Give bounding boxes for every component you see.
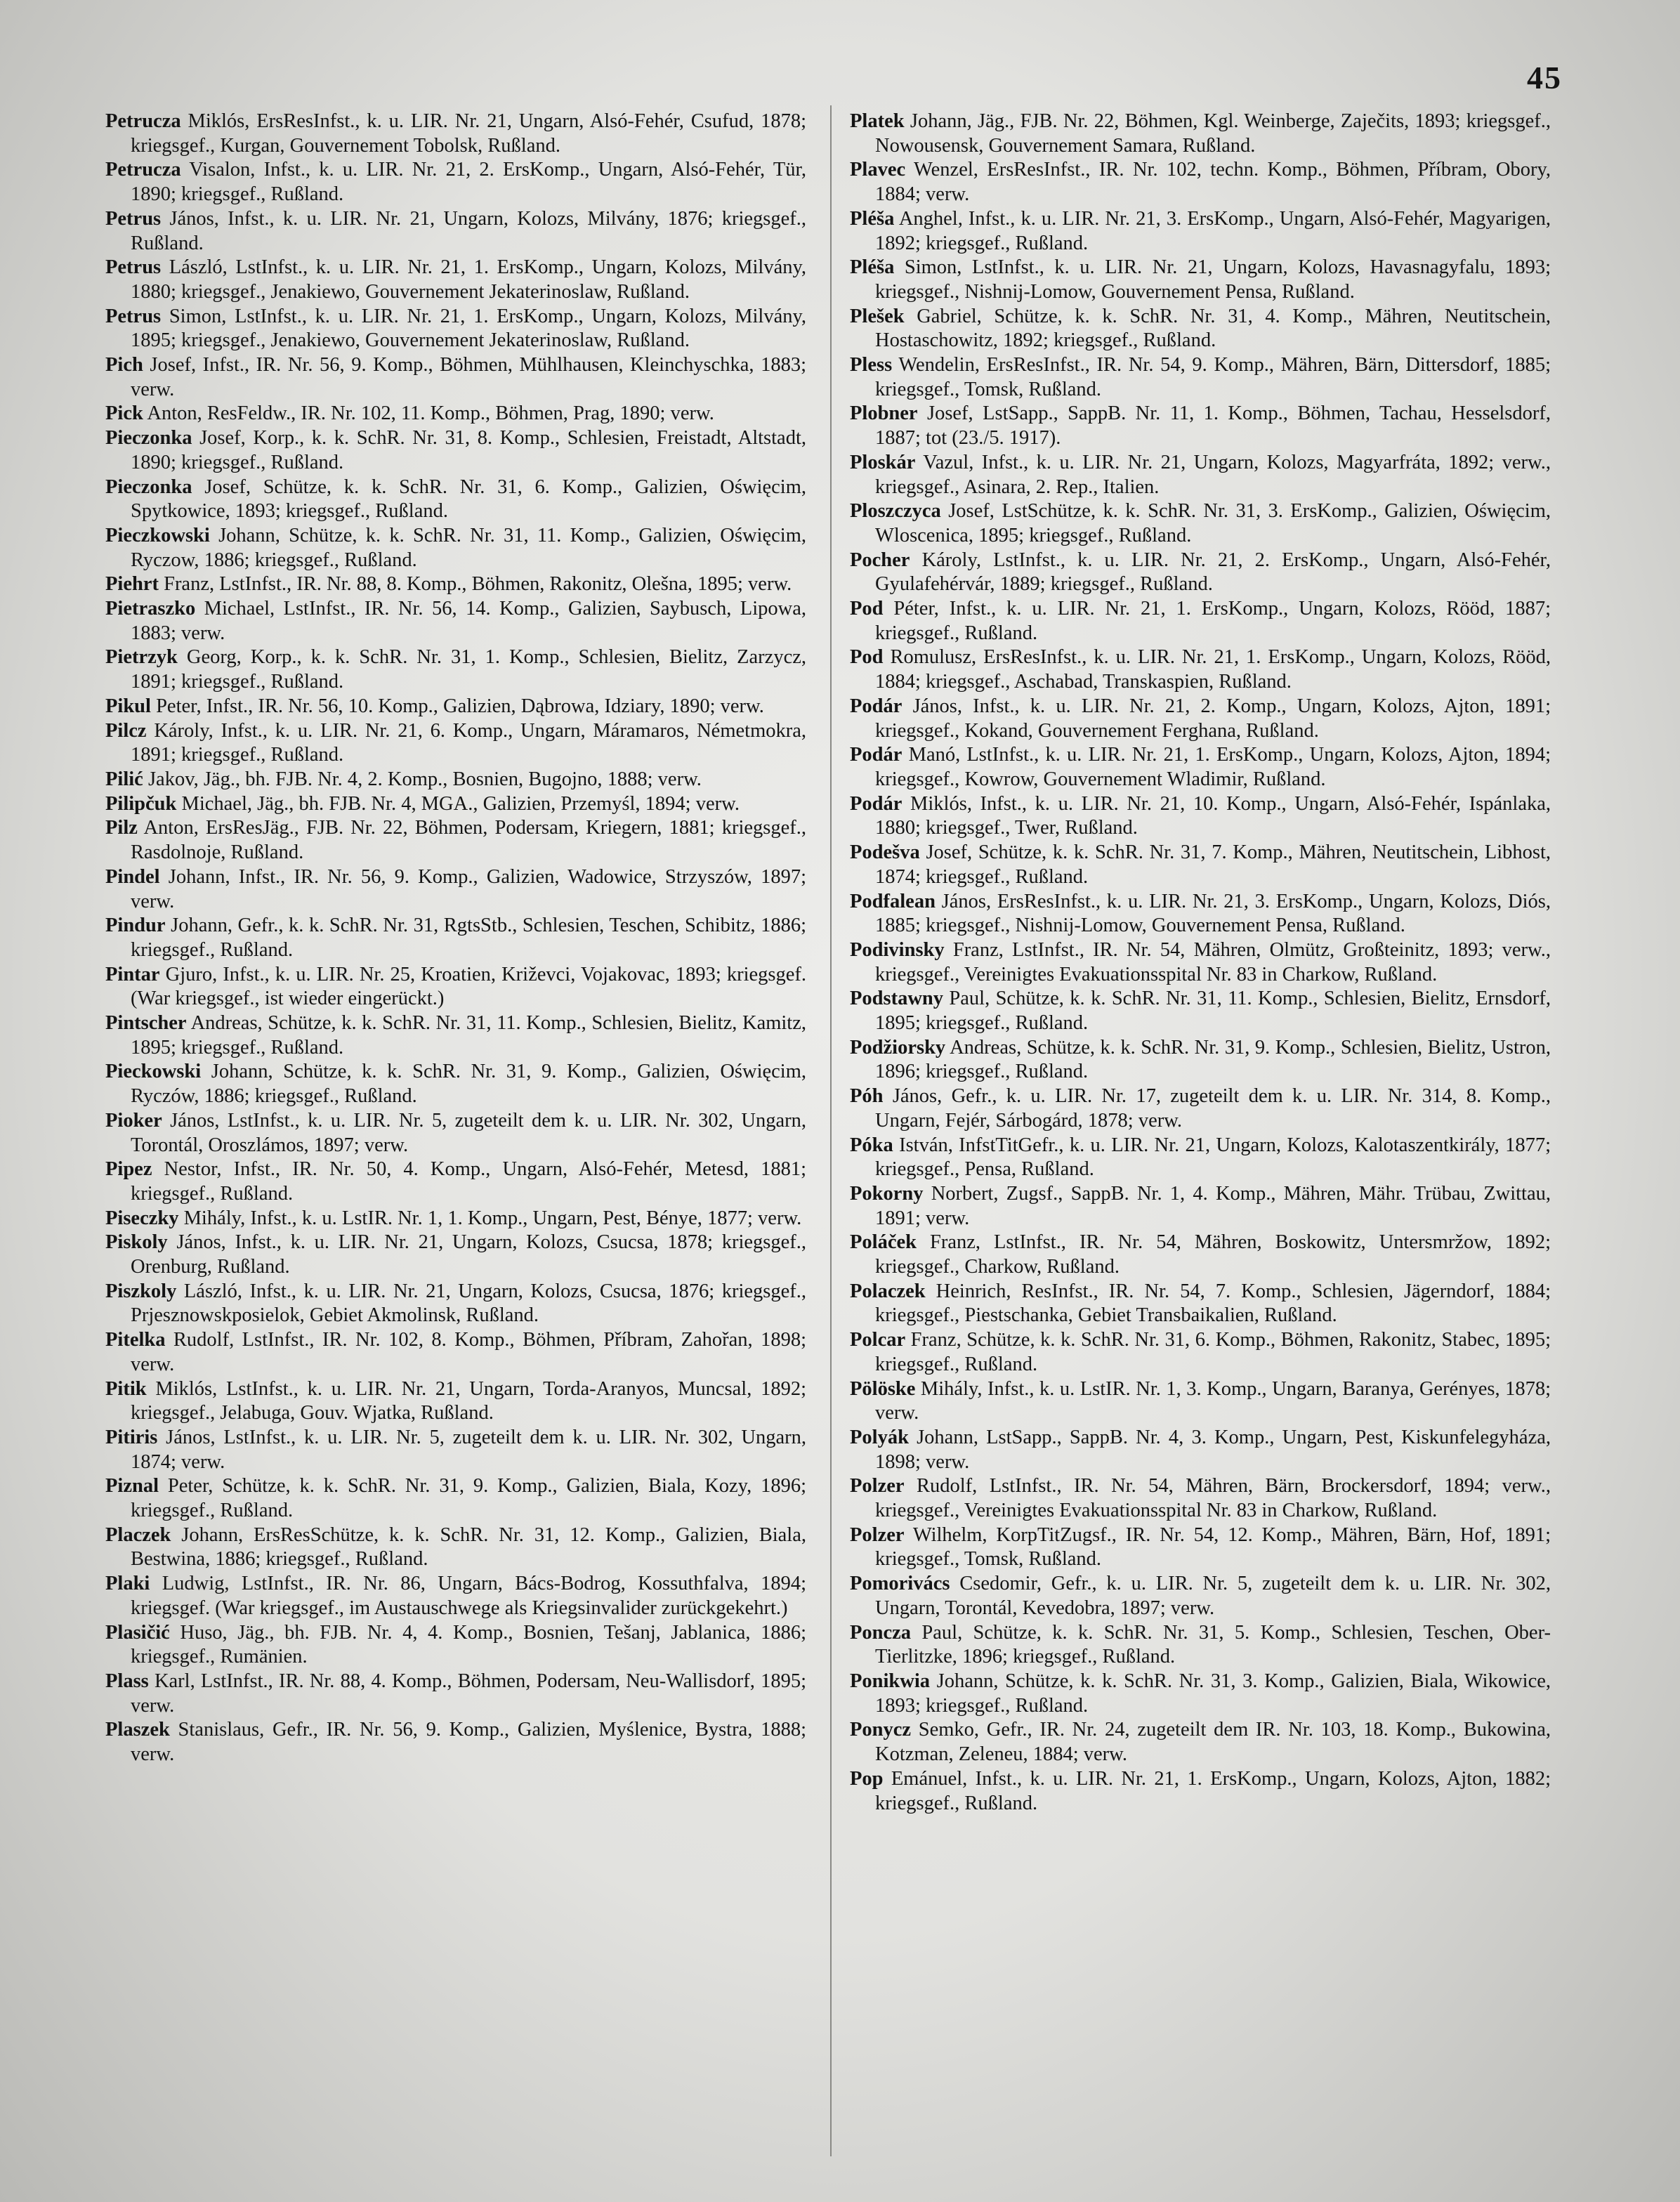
entry-details: Paul, Schütze, k. k. SchR. Nr. 31, 5. Komp., Schlesien, Teschen, Ober-Tierlitzke, 1896; kriegsgef., Rußland. [875, 1621, 1551, 1668]
entry-surname: Pieczkowski [105, 524, 210, 546]
entry-surname: Pod [850, 646, 884, 669]
entry-details: Miklós, LstInfst., k. u. LIR. Nr. 21, Ungarn, Torda-Aranyos, Muncsal, 1892; kriegsgef., Jelabuga, Gouv. Wjatka, Rußland. [131, 1377, 806, 1424]
entry-details: Anghel, Infst., k. u. LIR. Nr. 21, 3. ErsKomp., Ungarn, Alsó-Fehér, Magyarigen, 1892; kriegsgef., Rußland. [875, 207, 1551, 254]
list-entry [105, 719, 806, 768]
entry-details: László, LstInfst., k. u. LIR. Nr. 21, 1. ErsKomp., Ungarn, Kolozs, Milvány, 1880; kriegsgef., Jenakiewo, Gouvernement Jekaterinoslaw, Rußland. [131, 256, 806, 303]
entry-surname: Ponycz [850, 1719, 912, 1741]
entry-surname: Polzer [850, 1475, 905, 1498]
entry-surname: Petrus [105, 207, 162, 230]
list-entry [850, 1474, 1551, 1523]
list-entry [850, 1767, 1551, 1816]
list-entry [105, 963, 806, 1011]
entry-details: Péter, Infst., k. u. LIR. Nr. 21, 1. ErsKomp., Ungarn, Kolozs, Rööd, 1887; kriegsgef., Rußland. [875, 598, 1551, 644]
entry-surname: Piehrt [105, 573, 159, 596]
entry-surname: Pitik [105, 1377, 147, 1400]
list-entry [105, 158, 806, 207]
entry-details: Mihály, Infst., k. u. LstIR. Nr. 1, 1. Komp., Ungarn, Pest, Bénye, 1877; verw. [178, 1207, 802, 1229]
list-entry [850, 549, 1551, 597]
list-entry [850, 1523, 1551, 1572]
list-entry [105, 1377, 806, 1426]
list-entry [850, 987, 1551, 1035]
entry-details: László, Infst., k. u. LIR. Nr. 21, Ungarn, Kolozs, Csucsa, 1876; kriegsgef., Prjesznowskposielok, Gebiet Akmolinsk, Rußland. [131, 1280, 806, 1327]
entry-surname: Pless [850, 354, 893, 376]
list-entry [850, 499, 1551, 548]
entry-details: Rudolf, LstInfst., IR. Nr. 54, Mähren, Bärn, Brockersdorf, 1894; verw., kriegsgef., Vereinigtes Evakuationsspital Nr. 83 in Charkow, Rußland. [875, 1475, 1551, 1522]
list-entry [105, 572, 806, 597]
list-entry [850, 1134, 1551, 1182]
list-entry [105, 1523, 806, 1572]
entry-details: Andreas, Schütze, k. k. SchR. Nr. 31, 9. Komp., Schlesien, Bielitz, Ustron, 1896; kriegsgef., Rußland. [875, 1036, 1551, 1083]
entry-surname: Plass [105, 1670, 149, 1692]
entry-details: Franz, LstInfst., IR. Nr. 54, Mähren, Olmütz, Großteinitz, 1893; verw., kriegsgef., Vereinigtes Evakuationsspital Nr. 83 in Charkow, Rußland. [875, 938, 1551, 985]
list-entry [850, 1572, 1551, 1620]
list-entry [850, 1426, 1551, 1474]
entry-details: Károly, LstInfst., k. u. LIR. Nr. 21, 2. ErsKomp., Ungarn, Alsó-Fehér, Gyulafehérvár, 1889; kriegsgef., Rußland. [875, 549, 1551, 596]
entry-details: Vazul, Infst., k. u. LIR. Nr. 21, Ungarn, Kolozs, Magyarfráta, 1892; verw., kriegsgef., Asinara, 2. Rep., Italien. [875, 451, 1551, 498]
entry-surname: Pieckowski [105, 1061, 202, 1083]
entry-surname: Podžiorsky [850, 1036, 946, 1059]
entry-surname: Pintscher [105, 1012, 187, 1035]
entry-surname: Plavec [850, 159, 906, 181]
list-entry [105, 256, 806, 304]
entry-details: Manó, LstInfst., k. u. LIR. Nr. 21, 1. ErsKomp., Ungarn, Kolozs, Ajton, 1894; kriegsgef., Kowrow, Gouvernement Wladimir, Rußland. [875, 744, 1551, 790]
entry-details: Johann, Schütze, k. k. SchR. Nr. 31, 9. Komp., Galizien, Oświęcim, Ryczów, 1886; kriegsgef., Rußland. [131, 1061, 806, 1108]
list-entry [850, 1182, 1551, 1231]
entry-surname: Pilić [105, 768, 143, 790]
entry-details: Jakov, Jäg., bh. FJB. Nr. 4, 2. Komp., Bosnien, Bugojno, 1888; verw. [143, 768, 702, 790]
entry-details: Gjuro, Infst., k. u. LIR. Nr. 25, Kroatien, Križevci, Vojakovac, 1893; kriegsgef. (War kriegsgef., ist wieder eingerückt.) [131, 963, 806, 1010]
list-entry [850, 1621, 1551, 1670]
entry-details: Andreas, Schütze, k. k. SchR. Nr. 31, 11. Komp., Schlesien, Bielitz, Kamitz, 1895; kriegsgef., Rußland. [131, 1012, 806, 1059]
list-entry [105, 1011, 806, 1060]
entry-details: Heinrich, ResInfst., IR. Nr. 54, 7. Komp., Schlesien, Jägerndorf, 1884; kriegsgef., Piestschanka, Gebiet Transbaikalien, Rußland. [875, 1280, 1551, 1327]
entry-surname: Petrucza [105, 159, 181, 181]
list-entry [850, 207, 1551, 256]
entry-surname: Piseczky [105, 1207, 179, 1229]
entry-details: Semko, Gefr., IR. Nr. 24, zugeteilt dem IR. Nr. 103, 18. Komp., Bukowina, Kotzman, Zeleneu, 1884; verw. [875, 1719, 1551, 1766]
list-entry [105, 1328, 806, 1377]
entry-details: Wendelin, ErsResInfst., IR. Nr. 54, 9. Komp., Mähren, Bärn, Dittersdorf, 1885; kriegsgef., Tomsk, Rußland. [875, 354, 1551, 400]
entry-surname: Pietraszko [105, 598, 196, 620]
entry-surname: Poncza [850, 1621, 912, 1644]
list-entry [105, 305, 806, 353]
entry-surname: Pioker [105, 1109, 162, 1132]
entry-surname: Polzer [850, 1523, 905, 1546]
list-entry [850, 110, 1551, 158]
list-entry [105, 426, 806, 475]
entry-details: Norbert, Zugsf., SappB. Nr. 1, 4. Komp., Mähren, Mähr. Trübau, Zwittau, 1891; verw. [875, 1182, 1551, 1229]
entry-details: Anton, ErsResJäg., FJB. Nr. 22, Böhmen, Podersam, Kriegern, 1881; kriegsgef., Rasdolnoje, Rußland. [131, 817, 806, 864]
list-entry [105, 353, 806, 402]
entry-details: Paul, Schütze, k. k. SchR. Nr. 31, 11. Komp., Schlesien, Bielitz, Ernsdorf, 1895; kriegsgef., Rußland. [875, 988, 1551, 1035]
list-entry [105, 1572, 806, 1620]
entry-surname: Pintar [105, 963, 160, 985]
entry-surname: Platek [850, 110, 905, 132]
list-entry [850, 792, 1551, 841]
entry-details: Huso, Jäg., bh. FJB. Nr. 4, 4. Komp., Bosnien, Tešanj, Jablanica, 1886; kriegsgef., Rumänien. [131, 1621, 806, 1668]
entry-surname: Pilz [105, 817, 138, 839]
entry-surname: Pölöske [850, 1377, 916, 1400]
entry-details: Johann, Infst., IR. Nr. 56, 9. Komp., Galizien, Wadowice, Strzyszów, 1897; verw. [131, 865, 806, 912]
entry-details: Nestor, Infst., IR. Nr. 50, 4. Komp., Ungarn, Alsó-Fehér, Metesd, 1881; kriegsgef., Rußland. [131, 1158, 806, 1205]
page-number: 45 [1527, 60, 1562, 96]
list-entry [105, 1426, 806, 1474]
entry-surname: Pilipčuk [105, 792, 177, 815]
entry-surname: Podstawny [850, 988, 944, 1010]
entry-details: Josef, Schütze, k. k. SchR. Nr. 31, 6. Komp., Galizien, Oświęcim, Spytkowice, 1893; kriegsgef., Rußland. [131, 476, 806, 523]
entry-details: Károly, Infst., k. u. LIR. Nr. 21, 6. Komp., Ungarn, Máramaros, Németmokra, 1891; kriegsgef., Rußland. [131, 719, 806, 766]
list-entry [850, 1718, 1551, 1767]
entry-details: János, Gefr., k. u. LIR. Nr. 17, zugeteilt dem k. u. LIR. Nr. 314, 8. Komp., Ungarn, Fejér, Sárbogárd, 1878; verw. [875, 1085, 1551, 1132]
list-entry [105, 207, 806, 256]
list-entry [850, 645, 1551, 694]
list-entry [850, 743, 1551, 792]
entry-surname: Póka [850, 1134, 893, 1156]
entry-surname: Pop [850, 1767, 884, 1790]
list-entry [850, 1280, 1551, 1328]
entry-surname: Pomorivács [850, 1573, 950, 1595]
list-entry [105, 816, 806, 865]
list-entry [105, 1207, 806, 1231]
entry-details: Mihály, Infst., k. u. LstIR. Nr. 1, 3. Komp., Ungarn, Baranya, Gerényes, 1878; verw. [875, 1377, 1551, 1424]
entry-surname: Podivinsky [850, 938, 945, 961]
entry-surname: Ploszczyca [850, 500, 941, 523]
list-entry [850, 256, 1551, 304]
list-entry [105, 1474, 806, 1523]
list-entry [105, 695, 806, 719]
entry-surname: Pieczonka [105, 427, 192, 450]
entry-surname: Pokorny [850, 1182, 924, 1205]
entry-details: Franz, Schütze, k. k. SchR. Nr. 31, 6. Komp., Böhmen, Rakonitz, Stabec, 1895; kriegsgef., Rußland. [875, 1329, 1551, 1375]
entry-details: Miklós, Infst., k. u. LIR. Nr. 21, 10. Komp., Ungarn, Alsó-Fehér, Ispánlaka, 1880; kriegsgef., Twer, Rußland. [875, 792, 1551, 839]
entry-details: János, ErsResInfst., k. u. LIR. Nr. 21, 3. ErsKomp., Ungarn, Kolozs, Diós, 1885; kriegsgef., Nishnij-Lomow, Gouvernement Pensa, Rußland. [875, 890, 1551, 937]
entry-details: Romulusz, ErsResInfst., k. u. LIR. Nr. 21, 1. ErsKomp., Ungarn, Kolozs, Rööd, 1884; kriegsgef., Aschabad, Transkaspien, Rußland. [875, 646, 1551, 693]
entry-details: Franz, LstInfst., IR. Nr. 88, 8. Komp., Böhmen, Rakonitz, Olešna, 1895; verw. [158, 573, 792, 596]
entry-details: Miklós, ErsResInfst., k. u. LIR. Nr. 21, Ungarn, Alsó-Fehér, Csufud, 1878; kriegsgef., Kurgan, Gouvernement Tobolsk, Rußland. [131, 110, 806, 157]
entry-details: János, Infst., k. u. LIR. Nr. 21, 2. Komp., Ungarn, Kolozs, Ajton, 1891; kriegsgef., Kokand, Gouvernement Ferghana, Rußland. [875, 695, 1551, 742]
list-entry [105, 1621, 806, 1670]
entry-surname: Plaki [105, 1573, 150, 1595]
list-entry [105, 1670, 806, 1718]
two-column-text [105, 110, 1551, 2168]
list-entry [850, 305, 1551, 353]
list-entry [850, 1670, 1551, 1718]
list-entry [105, 1718, 806, 1767]
entry-surname: Petrus [105, 256, 162, 279]
entry-surname: Piszkoly [105, 1280, 177, 1302]
list-entry [105, 524, 806, 572]
entry-details: Simon, LstInfst., k. u. LIR. Nr. 21, 1. ErsKomp., Ungarn, Kolozs, Milvány, 1895; kriegsgef., Jenakiewo, Gouvernement Jekaterinoslaw, Rußland. [131, 305, 806, 352]
entry-details: Johann, Schütze, k. k. SchR. Nr. 31, 11. Komp., Galizien, Oświęcim, Ryczow, 1886; kriegsgef., Rußland. [131, 524, 806, 571]
list-entry [850, 841, 1551, 889]
entry-surname: Polyák [850, 1426, 909, 1448]
entry-surname: Pietrzyk [105, 646, 178, 669]
list-entry [105, 792, 806, 817]
entry-surname: Piznal [105, 1475, 159, 1498]
entry-surname: Plobner [850, 402, 918, 425]
entry-details: István, InfstTitGefr., k. u. LIR. Nr. 21, Ungarn, Kolozs, Kalotaszentkirály, 1877; kriegsgef., Pensa, Rußland. [875, 1134, 1551, 1181]
entry-surname: Ponikwia [850, 1670, 931, 1692]
list-entry [850, 451, 1551, 499]
entry-details: Michael, Jäg., bh. FJB. Nr. 4, MGA., Galizien, Przemyśl, 1894; verw. [176, 792, 740, 815]
list-entry [105, 476, 806, 524]
entry-surname: Podár [850, 792, 903, 815]
entry-surname: Ploskár [850, 451, 916, 473]
entry-details: Johann, Schütze, k. k. SchR. Nr. 31, 3. Komp., Galizien, Biala, Wikowice, 1893; kriegsgef., Rußland. [875, 1670, 1551, 1717]
entry-surname: Petrus [105, 305, 162, 327]
list-entry [850, 938, 1551, 987]
entry-surname: Pilcz [105, 719, 147, 742]
entry-details: Peter, Infst., IR. Nr. 56, 10. Komp., Galizien, Dąbrowa, Idziary, 1890; verw. [150, 695, 764, 717]
entry-details: Josef, Schütze, k. k. SchR. Nr. 31, 7. Komp., Mähren, Neutitschein, Libhost, 1874; kriegsgef., Rußland. [875, 841, 1551, 888]
entry-details: Wilhelm, KorpTitZugsf., IR. Nr. 54, 12. Komp., Mähren, Bärn, Hof, 1891; kriegsgef., Tomsk, Rußland. [875, 1523, 1551, 1571]
list-entry [850, 1328, 1551, 1377]
entry-details: János, LstInfst., k. u. LIR. Nr. 5, zugeteilt dem k. u. LIR. Nr. 302, Ungarn, Torontál, Oroszlámos, 1897; verw. [131, 1109, 806, 1156]
entry-details: Wenzel, ErsResInfst., IR. Nr. 102, techn. Komp., Böhmen, Příbram, Obory, 1884; verw. [875, 159, 1551, 206]
entry-surname: Pieczonka [105, 476, 192, 498]
left-column [105, 110, 806, 2168]
entry-surname: Podár [850, 695, 903, 717]
entry-surname: Pitelka [105, 1329, 166, 1351]
list-entry [850, 1377, 1551, 1426]
list-entry [105, 914, 806, 962]
entry-surname: Pipez [105, 1158, 152, 1181]
entry-details: Gabriel, Schütze, k. k. SchR. Nr. 31, 4. Komp., Mähren, Neutitschein, Hostaschowitz, 1892; kriegsgef., Rußland. [875, 305, 1551, 352]
list-entry [850, 597, 1551, 645]
entry-surname: Polaczek [850, 1280, 926, 1302]
list-entry [105, 110, 806, 158]
list-entry [105, 645, 806, 694]
entry-details: Georg, Korp., k. k. SchR. Nr. 31, 1. Komp., Schlesien, Bielitz, Zarzycz, 1891; kriegsgef., Rußland. [131, 646, 806, 693]
entry-surname: Polcar [850, 1329, 906, 1351]
entry-surname: Pikul [105, 695, 151, 717]
entry-surname: Pindel [105, 865, 160, 888]
entry-details: Johann, ErsResSchütze, k. k. SchR. Nr. 31, 12. Komp., Galizien, Biala, Bestwina, 1886; kriegsgef., Rußland. [131, 1523, 806, 1571]
entry-details: Franz, LstInfst., IR. Nr. 54, Mähren, Boskowitz, Untersmržow, 1892; kriegsgef., Charkow, Rußland. [875, 1231, 1551, 1278]
list-entry [850, 695, 1551, 743]
entry-surname: Pod [850, 598, 884, 620]
entry-surname: Pléša [850, 207, 895, 230]
entry-surname: Podešva [850, 841, 920, 864]
entry-details: Josef, Infst., IR. Nr. 56, 9. Komp., Böhmen, Mühlhausen, Kleinchyschka, 1883; verw. [131, 354, 806, 400]
list-entry [850, 1084, 1551, 1133]
entry-surname: Plasičić [105, 1621, 170, 1644]
list-entry [105, 1109, 806, 1158]
entry-details: Peter, Schütze, k. k. SchR. Nr. 31, 9. Komp., Galizien, Biala, Kozy, 1896; kriegsgef., Rußland. [131, 1475, 806, 1522]
entry-details: Josef, LstSapp., SappB. Nr. 11, 1. Komp., Böhmen, Tachau, Hesselsdorf, 1887; tot (23./5. 1917). [875, 402, 1551, 450]
entry-surname: Podár [850, 744, 903, 766]
list-entry [105, 768, 806, 792]
entry-surname: Plešek [850, 305, 905, 327]
entry-details: Josef, LstSchütze, k. k. SchR. Nr. 31, 3. ErsKomp., Galizien, Oświęcim, Wloscenica, 1895; kriegsgef., Rußland. [875, 500, 1551, 546]
entry-details: Anton, ResFeldw., IR. Nr. 102, 11. Komp., Böhmen, Prag, 1890; verw. [143, 402, 714, 425]
entry-surname: Pindur [105, 915, 166, 937]
entry-details: Emánuel, Infst., k. u. LIR. Nr. 21, 1. ErsKomp., Ungarn, Kolozs, Ajton, 1882; kriegsgef., Rußland. [875, 1767, 1551, 1814]
entry-surname: Placzek [105, 1523, 171, 1546]
entry-details: Karl, LstInfst., IR. Nr. 88, 4. Komp., Böhmen, Podersam, Neu-Wallisdorf, 1895; verw. [131, 1670, 806, 1717]
entry-details: János, LstInfst., k. u. LIR. Nr. 5, zugeteilt dem k. u. LIR. Nr. 302, Ungarn, 1874; verw. [131, 1426, 806, 1473]
entry-details: Csedomir, Gefr., k. u. LIR. Nr. 5, zugeteilt dem k. u. LIR. Nr. 302, Ungarn, Torontál, Kevedobra, 1897; verw. [875, 1573, 1551, 1619]
list-entry [850, 1036, 1551, 1084]
list-entry [105, 597, 806, 645]
list-entry [105, 865, 806, 914]
entry-details: Johann, LstSapp., SappB. Nr. 4, 3. Komp., Ungarn, Pest, Kiskunfelegyháza, 1898; verw. [875, 1426, 1551, 1473]
entry-surname: Poláček [850, 1231, 917, 1254]
list-entry [850, 158, 1551, 207]
entry-details: Johann, Jäg., FJB. Nr. 22, Böhmen, Kgl. Weinberge, Zaječits, 1893; kriegsgef., Nowousensk, Gouvernement Samara, Rußland. [875, 110, 1551, 157]
entry-surname: Pitiris [105, 1426, 158, 1448]
entry-surname: Plaszek [105, 1719, 170, 1741]
right-column [850, 110, 1551, 2168]
list-entry [105, 1158, 806, 1206]
entry-surname: Pich [105, 354, 143, 376]
entry-details: Ludwig, LstInfst., IR. Nr. 86, Ungarn, Bács-Bodrog, Kossuthfalva, 1894; kriegsgef. (War kriegsgef., im Austauschwege als Kriegsinvalider zurückgekehrt.) [131, 1573, 806, 1619]
entry-surname: Pléša [850, 256, 895, 279]
list-entry [850, 402, 1551, 450]
list-entry [105, 1280, 806, 1328]
entry-details: János, Infst., k. u. LIR. Nr. 21, Ungarn, Kolozs, Csucsa, 1878; kriegsgef., Orenburg, Rußland. [131, 1231, 806, 1278]
entry-surname: Póh [850, 1085, 884, 1108]
list-entry [105, 402, 806, 426]
entry-surname: Pick [105, 402, 143, 425]
entry-details: Johann, Gefr., k. k. SchR. Nr. 31, RgtsStb., Schlesien, Teschen, Schibitz, 1886; kriegsgef., Rußland. [131, 915, 806, 961]
entry-details: Stanislaus, Gefr., IR. Nr. 56, 9. Komp., Galizien, Myślenice, Bystra, 1888; verw. [131, 1719, 806, 1766]
entry-surname: Petrucza [105, 110, 181, 132]
entry-surname: Podfalean [850, 890, 936, 912]
entry-details: János, Infst., k. u. LIR. Nr. 21, Ungarn, Kolozs, Milvány, 1876; kriegsgef., Rußland. [131, 207, 806, 254]
entry-details: Michael, LstInfst., IR. Nr. 56, 14. Komp., Galizien, Saybusch, Lipowa, 1883; verw. [131, 598, 806, 644]
entry-details: Visalon, Infst., k. u. LIR. Nr. 21, 2. ErsKomp., Ungarn, Alsó-Fehér, Tür, 1890; kriegsgef., Rußland. [131, 159, 806, 206]
list-entry [850, 890, 1551, 938]
entry-surname: Piskoly [105, 1231, 168, 1254]
entry-details: Simon, LstInfst., k. u. LIR. Nr. 21, Ungarn, Kolozs, Havasnagyfalu, 1893; kriegsgef., Nishnij-Lomow, Gouvernement Pensa, Rußland. [875, 256, 1551, 303]
list-entry [105, 1060, 806, 1108]
entry-surname: Pocher [850, 549, 910, 571]
list-entry [105, 1231, 806, 1279]
entry-details: Rudolf, LstInfst., IR. Nr. 102, 8. Komp., Böhmen, Příbram, Zahořan, 1898; verw. [131, 1329, 806, 1375]
list-entry [850, 353, 1551, 402]
entry-details: Josef, Korp., k. k. SchR. Nr. 31, 8. Komp., Schlesien, Freistadt, Altstadt, 1890; kriegsgef., Rußland. [131, 427, 806, 473]
list-entry [850, 1231, 1551, 1279]
